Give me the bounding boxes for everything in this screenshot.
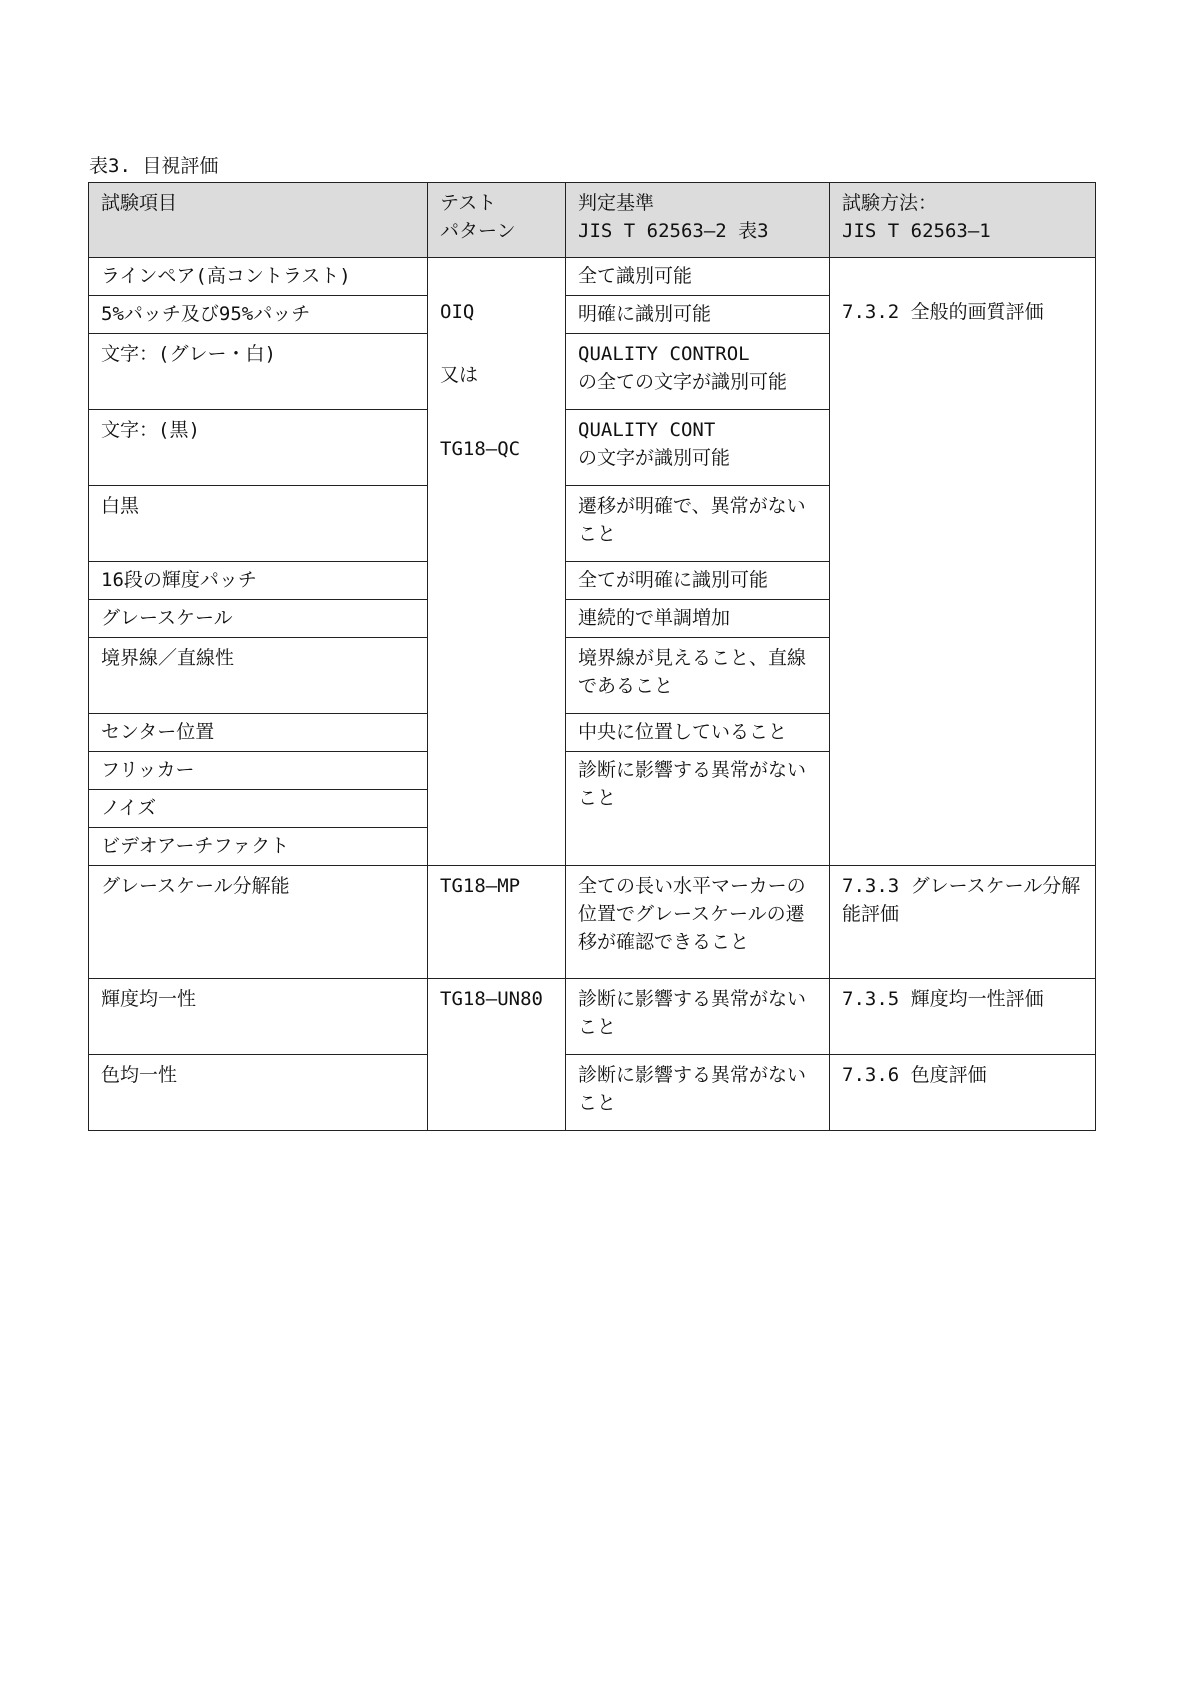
criteria-cell: 全ての長い水平マーカーの位置でグレースケールの遷移が確認できること [566,866,830,979]
criteria-cell: QUALITY CONT の文字が識別可能 [566,410,830,486]
test-pattern-cell: TG18―UN80 [428,979,566,1131]
test-item-cell: 輝度均一性 [89,979,428,1055]
header-test-item: 試験項目 [89,183,428,258]
table-row [89,866,1096,979]
test-item-cell: 文字：(グレー・白) [89,334,428,410]
criteria-cell: 遷移が明確で、異常がないこと [566,486,830,562]
test-item-cell: グレースケール分解能 [89,866,428,979]
test-item-cell: ビデオアーチファクト [89,828,428,866]
table-row [89,258,1096,296]
criteria-cell: 境界線が見えること、直線であること [566,638,830,714]
criteria-cell: 全てが明確に識別可能 [566,562,830,600]
criteria-cell: 中央に位置していること [566,714,830,752]
header-test-method: 試験方法： JIS T 62563―1 [830,183,1096,258]
table-row [89,979,1096,1055]
test-method-cell: 7.3.5 輝度均一性評価 [830,979,1096,1055]
header-test-pattern: テスト パターン [428,183,566,258]
test-item-cell: センター位置 [89,714,428,752]
criteria-cell: 連続的で単調増加 [566,600,830,638]
test-method-cell: 7.3.6 色度評価 [830,1055,1096,1131]
criteria-cell: 診断に影響する異常がないこと [566,979,830,1055]
test-item-cell: ノイズ [89,790,428,828]
test-item-cell: 5%パッチ及び95%パッチ [89,296,428,334]
table-header-row [89,183,1096,258]
test-item-cell: フリッカー [89,752,428,790]
test-item-cell: 白黒 [89,486,428,562]
test-item-cell: 文字：(黒) [89,410,428,486]
test-item-cell: 色均一性 [89,1055,428,1131]
test-item-cell: 境界線／直線性 [89,638,428,714]
test-method-cell: 7.3.3 グレースケール分解能評価 [830,866,1096,979]
test-item-cell: 16段の輝度パッチ [89,562,428,600]
test-pattern-cell: TG18―MP [428,866,566,979]
test-item-cell: グレースケール [89,600,428,638]
criteria-cell: 診断に影響する異常がないこと [566,752,830,866]
table-caption: 表3. 目視評価 [89,155,219,177]
header-criteria: 判定基準 JIS T 62563―2 表3 [566,183,830,258]
visual-evaluation-table [88,182,1096,1131]
test-item-cell: ラインペア(高コントラスト) [89,258,428,296]
criteria-cell: 明確に識別可能 [566,296,830,334]
test-method-cell: 7.3.2 全般的画質評価 [830,258,1096,866]
table-row [89,1055,1096,1131]
test-pattern-cell: OIQ 又は TG18―QC [428,258,566,866]
criteria-cell: 全て識別可能 [566,258,830,296]
criteria-cell: 診断に影響する異常がないこと [566,1055,830,1131]
criteria-cell: QUALITY CONTROL の全ての文字が識別可能 [566,334,830,410]
